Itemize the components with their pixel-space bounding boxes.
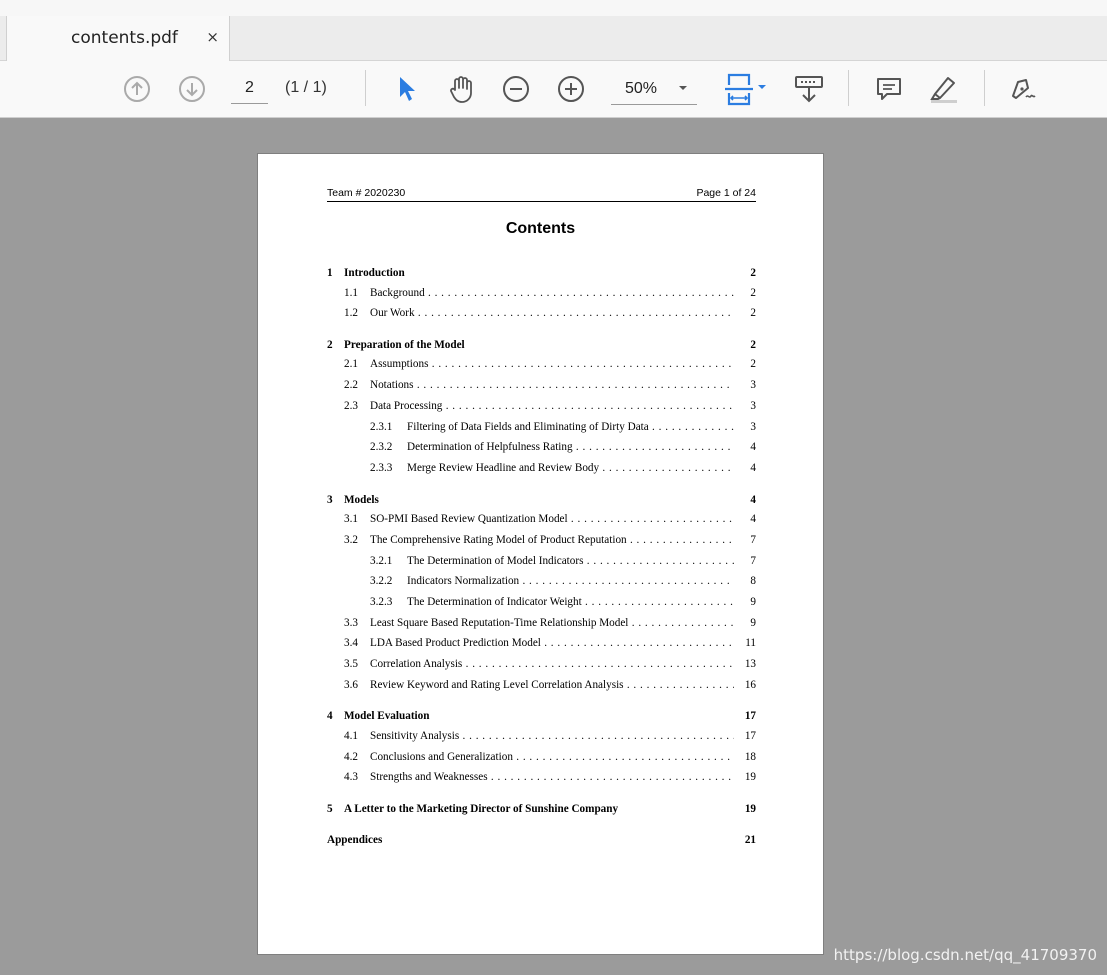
tab-contents-pdf[interactable] (6, 16, 230, 61)
toc-page: 16 (744, 678, 756, 691)
toc-page: 19 (744, 771, 756, 784)
pdf-page (257, 153, 824, 955)
toc-text: Indicators Normalization . . . (407, 575, 734, 587)
toc-page: 18 (744, 750, 756, 763)
toc-entry[interactable] (327, 421, 756, 437)
page-header (327, 187, 756, 202)
toc-page: 7 (750, 533, 756, 546)
toc-entry[interactable] (327, 803, 756, 819)
toc-text: Notations . . . (370, 379, 734, 391)
toc-text: The Determination of Model Indicators . . . (407, 555, 734, 567)
toc-page: 2 (750, 286, 756, 299)
toc-page: 21 (744, 833, 756, 846)
toc-entry[interactable] (327, 379, 756, 395)
download-icon[interactable] (792, 61, 826, 117)
toc-text: Correlation Analysis . . . (370, 658, 734, 670)
toc-page: 19 (744, 803, 756, 815)
toc-page: 13 (744, 658, 756, 670)
toc-number: 2.3.3 (370, 461, 393, 474)
toc-entry[interactable] (327, 358, 756, 374)
toolbar-divider (848, 70, 849, 106)
toc-page: 3 (750, 399, 756, 412)
pen-sign-icon[interactable] (1007, 61, 1041, 117)
toc-entry[interactable] (327, 617, 756, 633)
toc-entry[interactable] (327, 494, 756, 510)
toc-page: 17 (744, 710, 756, 723)
toc-page: 4 (750, 461, 756, 474)
toc-text: Least Square Based Reputation-Time Relationship Model . . . (370, 617, 734, 629)
toc-number: 3.1 (344, 513, 358, 526)
highlighter-icon[interactable] (926, 61, 962, 117)
arrow-down-circle-icon[interactable] (176, 61, 208, 117)
comment-icon[interactable] (873, 61, 905, 117)
toc-text: Conclusions and Generalization . . . (370, 751, 734, 763)
zoom-value: 50% (625, 80, 658, 97)
toc-text: LDA Based Product Prediction Model . . . (370, 637, 734, 649)
toc-page: 4 (750, 441, 756, 454)
toc-entry[interactable] (327, 730, 756, 746)
toolbar (0, 61, 1107, 118)
toc-text: Sensitivity Analysis . . . (370, 730, 734, 742)
toc-number: 3.3 (344, 616, 358, 629)
toc-entry[interactable] (327, 462, 756, 478)
toc-entry[interactable] (327, 637, 756, 653)
toc-text: A Letter to the Marketing Director of Sunshine Company (344, 803, 619, 815)
toc-entry[interactable] (327, 771, 756, 787)
toc-number: 3 (327, 493, 333, 506)
toc-text: Review Keyword and Rating Level Correlation Analysis . . . (370, 679, 734, 691)
toc-entry[interactable] (327, 555, 756, 571)
toc-page: 9 (750, 616, 756, 629)
toc-text: Preparation of the Model (344, 338, 465, 351)
toc-entry[interactable] (327, 710, 756, 726)
toc-number: 3.4 (344, 637, 358, 650)
toc-page: 9 (750, 595, 756, 608)
toc-number: 1.1 (344, 286, 358, 299)
toc-text: Strengths and Weaknesses . . . (370, 771, 734, 783)
toc-entry[interactable] (327, 596, 756, 612)
toc-number: 3.5 (344, 658, 358, 670)
toc-number: 4.1 (344, 729, 358, 742)
toc-number: 2.3 (344, 399, 358, 412)
page-title: Contents (505, 220, 576, 237)
toc-entry[interactable] (327, 287, 756, 303)
toc-text: Merge Review Headline and Review Body . . . (407, 462, 734, 474)
toc-entry[interactable] (327, 400, 756, 416)
toc-page: 4 (750, 493, 756, 506)
toolbar-divider (365, 70, 366, 106)
toc-entry[interactable] (327, 834, 756, 850)
toc-number: 1 (327, 267, 333, 279)
watermark: https://blog.csdn.net/qq_41709370 (833, 946, 1097, 964)
toc-number: 2.3.2 (370, 441, 393, 454)
toc-number: 3.6 (344, 678, 358, 691)
toc-page: 2 (750, 338, 756, 351)
toc-page: 2 (750, 267, 756, 279)
toc-number: 3.2.1 (370, 554, 393, 567)
toc-number: 4.2 (344, 750, 358, 763)
toc-number: 3.2 (344, 533, 358, 546)
toc-entry[interactable] (327, 575, 756, 591)
toc-text: Assumptions . . . (370, 358, 734, 370)
fit-page-icon[interactable] (722, 61, 768, 117)
pointer-arrow-icon[interactable] (393, 61, 421, 117)
toc-entry[interactable] (327, 534, 756, 550)
toc-entry[interactable] (327, 441, 756, 457)
toc-entry[interactable] (327, 513, 756, 529)
toc-number: 1.2 (344, 307, 358, 320)
toc-page: 11 (745, 637, 756, 650)
page-number-input[interactable] (231, 73, 268, 104)
toc-number: 3.2.2 (370, 575, 393, 588)
toc-page: 7 (750, 554, 756, 567)
toc-page: 2 (750, 358, 756, 371)
toc-number: 3.2.3 (370, 595, 393, 608)
tab-title: contents.pdf (71, 28, 178, 48)
toc-text: Our Work . . . (370, 307, 734, 319)
toc-text: Filtering of Data Fields and Eliminating of Dirty Data . . . (407, 421, 734, 433)
toc-text: Models (344, 493, 379, 506)
header-team: Team # 2020230 (327, 187, 406, 199)
document-viewer[interactable] (0, 118, 1107, 975)
toc-entry[interactable] (327, 339, 756, 355)
toc-number: 4 (327, 710, 333, 723)
page-count: (1 / 1) (285, 79, 327, 96)
toc-page: 17 (744, 729, 756, 742)
toc-text: Data Processing . . . (370, 400, 734, 412)
window-top-strip (0, 0, 1107, 17)
plus-circle-icon[interactable] (555, 61, 587, 117)
toc-text: Model Evaluation (344, 710, 430, 723)
toolbar-divider (984, 70, 985, 106)
toc-text: Background . . . (370, 287, 734, 299)
toc-text: Determination of Helpfulness Rating . . . (407, 441, 734, 453)
toc-page: 2 (750, 307, 756, 320)
close-icon[interactable]: × (206, 28, 219, 46)
minus-circle-icon[interactable] (500, 61, 532, 117)
toc-number: 2.2 (344, 379, 358, 392)
toc-number: 2.3.1 (370, 420, 393, 433)
toc-text: The Determination of Indicator Weight . . . (407, 596, 734, 608)
toc-number: 5 (327, 803, 333, 815)
toc-entry[interactable] (327, 679, 756, 695)
chevron-down-icon (677, 81, 689, 99)
toc-number: 2 (327, 338, 333, 351)
toc-entry[interactable] (327, 751, 756, 767)
toc-text: The Comprehensive Rating Model of Product Reputation . . . (370, 534, 734, 546)
toc-text: SO-PMI Based Review Quantization Model . . . (370, 513, 734, 525)
arrow-up-circle-icon[interactable] (121, 61, 153, 117)
tab-bar (0, 16, 1107, 61)
toc-page: 8 (750, 575, 756, 588)
toc-entry[interactable] (327, 658, 756, 674)
toc-text: Introduction (344, 267, 405, 279)
toc-entry[interactable] (327, 307, 756, 323)
toc-number: 2.1 (344, 358, 358, 371)
toc-page: 3 (750, 379, 756, 392)
toc-entry[interactable] (327, 267, 756, 283)
hand-icon[interactable] (445, 61, 477, 117)
toc-number: 4.3 (344, 771, 358, 784)
header-page: Page 1 of 24 (696, 187, 756, 199)
zoom-select[interactable] (611, 73, 697, 105)
toc-page: 4 (750, 513, 756, 526)
toc-page: 3 (750, 420, 756, 433)
toc-text: Appendices (327, 833, 383, 846)
